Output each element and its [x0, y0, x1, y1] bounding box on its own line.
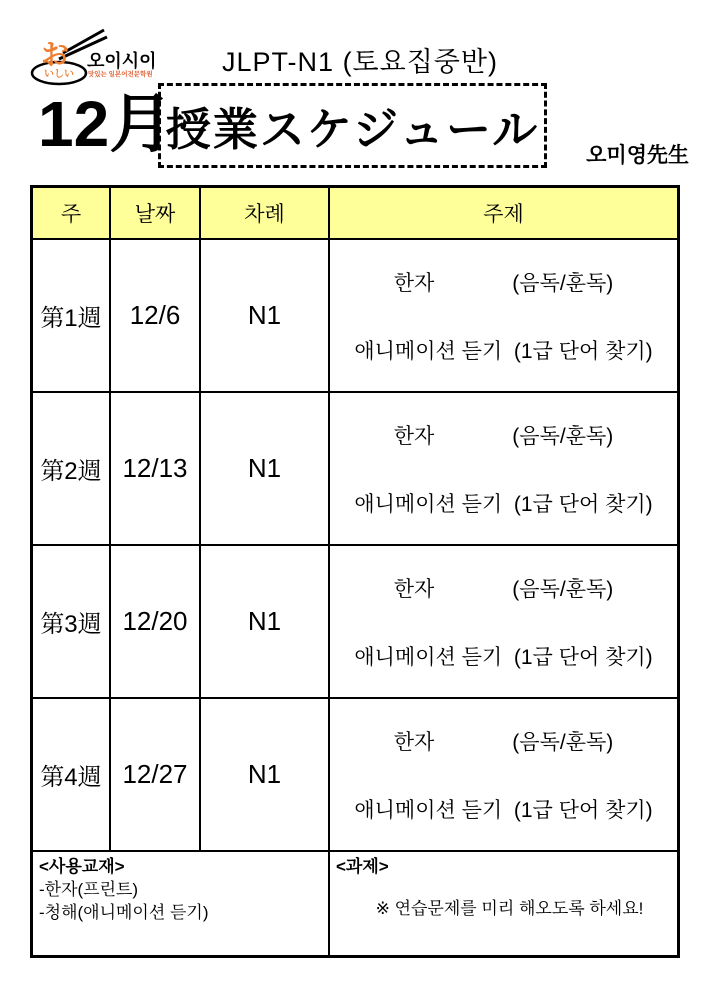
- course-title: JLPT-N1 (토요집중반): [222, 47, 498, 77]
- topic-cell: [330, 546, 677, 699]
- homework-note: ※ 연습문제를 미리 해오도록 하세요!: [375, 899, 644, 918]
- topic-line1: [394, 420, 614, 450]
- topic-line2: 애니메이션 듣기 (1급 단어 찾기): [354, 339, 653, 363]
- date-cell: 12/6: [111, 240, 201, 393]
- brand-tagline: 맛있는 일본어전문학원: [88, 71, 153, 78]
- week-cell: 第1週: [33, 240, 111, 393]
- topic-cell: [330, 393, 677, 546]
- level-cell: N1: [201, 393, 330, 546]
- topic-line1: [394, 573, 614, 603]
- topic-reading: (음독/훈독): [512, 271, 614, 295]
- topic-hanja: 한자: [393, 424, 435, 448]
- teacher-name: 오미영先生: [586, 144, 689, 167]
- plate-label: いしい: [44, 69, 74, 80]
- date-cell: 12/27: [111, 699, 201, 852]
- topic-hanja: 한자: [393, 730, 435, 754]
- topic-hanja: 한자: [393, 271, 435, 295]
- column-header-week: 주: [33, 188, 111, 240]
- homework-title: <과제>: [336, 857, 389, 876]
- topic-line1: [394, 267, 614, 297]
- week-cell: 第3週: [33, 546, 111, 699]
- schedule-table: [30, 185, 680, 958]
- topic-line2: 애니메이션 듣기 (1급 단어 찾기): [354, 645, 653, 669]
- schedule-title: 授業スケジュール: [165, 104, 540, 155]
- topic-cell: [330, 699, 677, 852]
- materials-cell: [33, 852, 330, 955]
- topic-hanja: 한자: [393, 577, 435, 601]
- column-header-topic: 주제: [330, 188, 677, 240]
- week-cell: 第2週: [33, 393, 111, 546]
- topic-line2: 애니메이션 듣기 (1급 단어 찾기): [354, 492, 653, 516]
- date-cell: 12/13: [111, 393, 201, 546]
- column-header-date: 날짜: [111, 188, 201, 240]
- logo-graphic: [30, 26, 162, 88]
- materials-item: -한자(프린트): [39, 880, 139, 899]
- topic-reading: (음독/훈독): [512, 424, 614, 448]
- topic-reading: (음독/훈독): [512, 730, 614, 754]
- logo-o-char: お: [41, 39, 70, 70]
- brand-name: 오이시이: [87, 51, 157, 71]
- materials-title: <사용교재>: [39, 857, 125, 876]
- level-cell: N1: [201, 240, 330, 393]
- schedule-title-box: [158, 83, 547, 168]
- topic-line2: 애니메이션 듣기 (1급 단어 찾기): [354, 798, 653, 822]
- month-label: 12月: [38, 88, 174, 160]
- date-cell: 12/20: [111, 546, 201, 699]
- topic-reading: (음독/훈독): [512, 577, 614, 601]
- homework-cell: [330, 852, 677, 955]
- week-cell: 第4週: [33, 699, 111, 852]
- materials-item: -청해(애니메이션 듣기): [39, 903, 209, 922]
- topic-line1: [394, 726, 614, 756]
- column-header-order: 차례: [201, 188, 330, 240]
- level-cell: N1: [201, 546, 330, 699]
- level-cell: N1: [201, 699, 330, 852]
- topic-cell: [330, 240, 677, 393]
- school-logo: [30, 26, 162, 88]
